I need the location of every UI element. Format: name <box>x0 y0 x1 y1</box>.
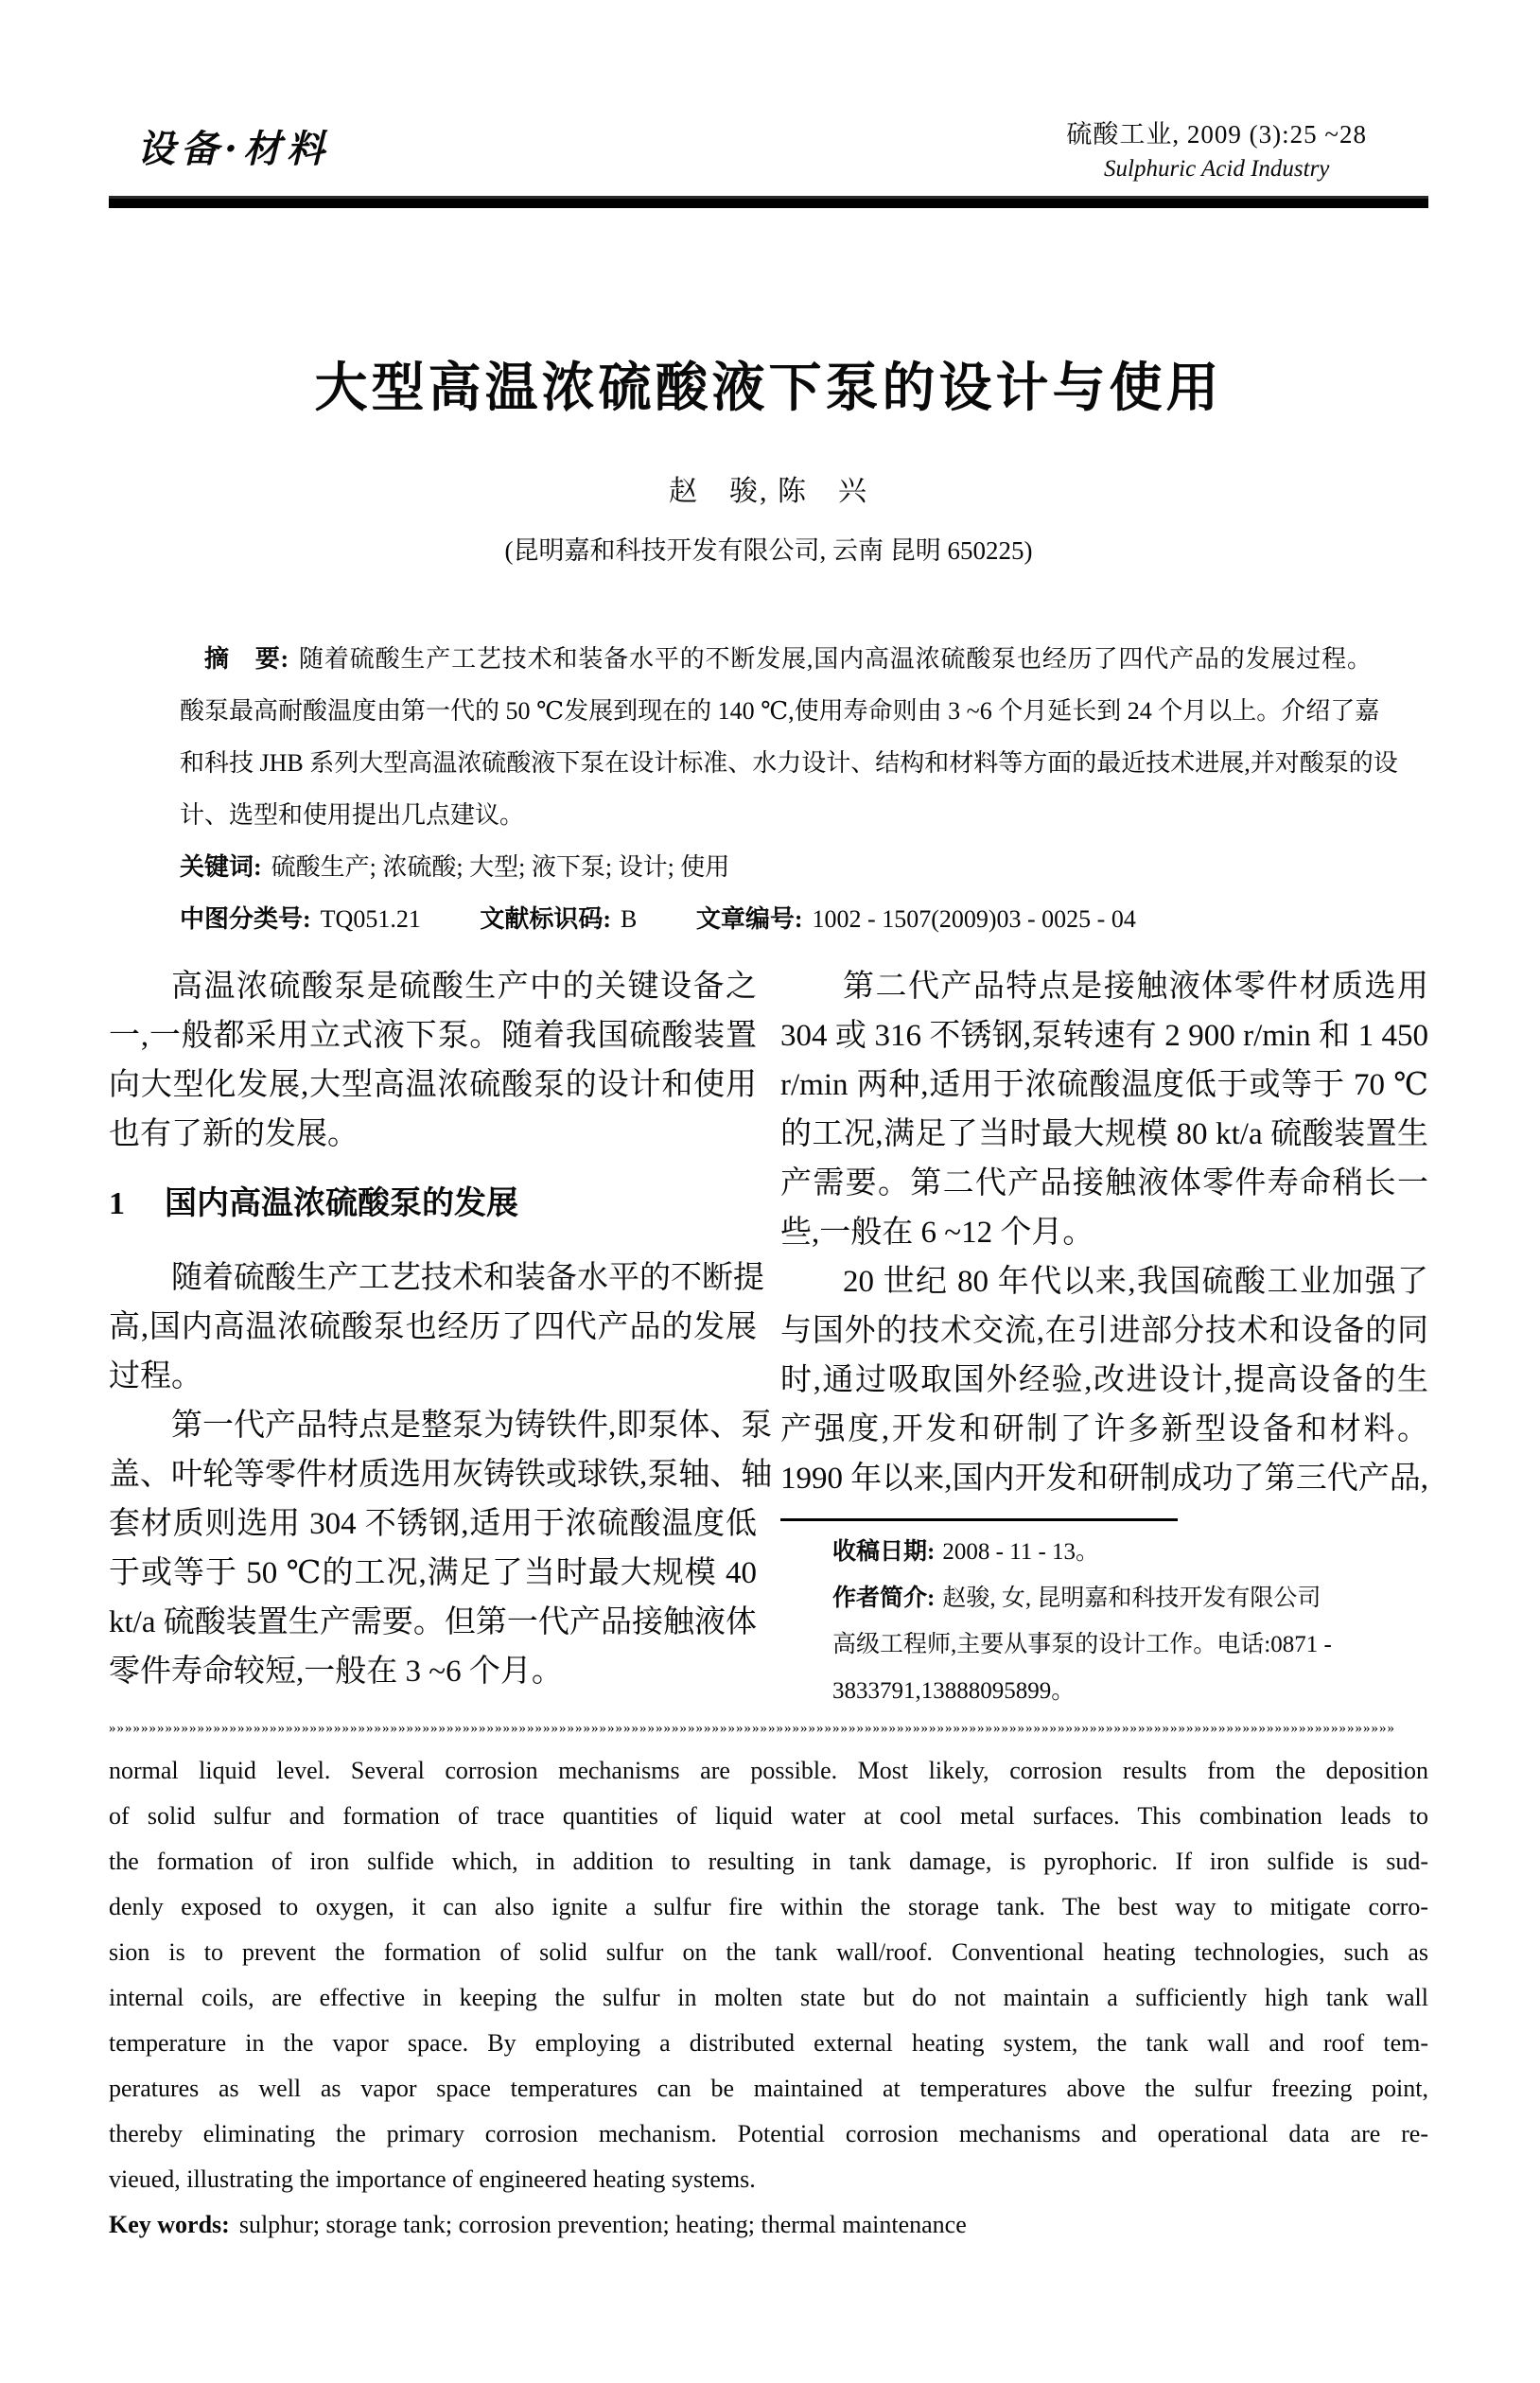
body-columns <box>109 962 1428 1714</box>
affiliation: (昆明嘉和科技开发有限公司, 云南 昆明 650225) <box>504 536 1033 565</box>
english-keywords-label: Key words: <box>109 2211 230 2238</box>
english-line: peratures as well as vapor space temperatures can be maintained at temperatures above the sulfur freezing point, <box>109 2075 1428 2102</box>
english-line: internal coils, are effective in keeping the sulfur in molten state but do not maintain a sufficiently high tank wall <box>109 1984 1428 2011</box>
english-line: thereby eliminating the primary corrosion mechanism. Potential corrosion mechanisms and operational data are re- <box>109 2120 1428 2147</box>
journal-name-english: Sulphuric Acid Industry <box>1104 156 1330 182</box>
keywords-text: 硫酸生产; 浓硫酸; 大型; 液下泵; 设计; 使用 <box>271 853 730 881</box>
abstract-line <box>180 633 1372 685</box>
journal-info <box>1066 114 1367 183</box>
body-line: 向大型化发展,大型高温浓硫酸泵的设计和使用 <box>109 1068 757 1102</box>
section-heading-text: 国内高温浓硫酸泵的发展 <box>165 1186 518 1221</box>
dotted-separator: »»»»»»»»»»»»»»»»»»»»»»»»»»»»»»»»»»»»»»»»»»»»»»»»»»»»»»»»»»»»»»»»»»»»»»»»»»»»»»»»»»»»»»»»»»»»»»»»»»»»»»»»»»»»»»»»»»»»»»»»»»»»»»»»»»»»»»»»»»»»»»»»»»»»»»»»»»»»»»»» <box>109 1721 1395 1736</box>
abstract-text: 随着硫酸生产工艺技术和装备水平的不断发展,国内高温浓硫酸泵也经历了四代产品的发展过程。 <box>298 645 1372 673</box>
clc-number: 中图分类号: TQ051.21 <box>180 905 421 933</box>
body-line: 套材质则选用 304 不锈钢,适用于浓硫酸温度低 <box>109 1507 757 1541</box>
body-line: 的工况,满足了当时最大规模 80 kt/a 硫酸装置生 <box>780 1117 1428 1151</box>
authors: 赵 骏, 陈 兴 <box>669 476 868 507</box>
received-date-label: 收稿日期: <box>832 1539 936 1565</box>
footnote-rule <box>780 1518 1178 1521</box>
author-bio-label: 作者简介: <box>832 1586 936 1611</box>
body-line: 与国外的技术交流,在引进部分技术和设备的同 <box>780 1314 1428 1348</box>
header-rule <box>109 196 1428 208</box>
keywords-line <box>180 841 1372 893</box>
body-line: 1990 年以来,国内开发和研制成功了第三代产品, <box>780 1462 1428 1496</box>
body-line: 盖、叶轮等零件材质选用灰铸铁或球铁,泵轴、轴 <box>109 1458 773 1492</box>
keywords-label: 关键词: <box>180 853 262 881</box>
english-line: temperature in the vapor space. By employing a distributed external heating system, the tank wall and roof tem- <box>109 2029 1428 2057</box>
english-line: sion is to prevent the formation of solid sulfur on the tank wall/roof. Conventional heating technologies, such as <box>109 1938 1428 1966</box>
abstract-block <box>180 633 1398 945</box>
abstract-label: 摘 要: <box>204 645 289 673</box>
author-bio-line: 高级工程师,主要从事泵的设计工作。电话:0871 - <box>832 1632 1332 1657</box>
english-line: normal liquid level. Several corrosion mechanisms are possible. Most likely, corrosion results from the deposition <box>109 1757 1428 1784</box>
body-line: 时,通过吸取国外经验,改进设计,提高设备的生 <box>780 1363 1428 1397</box>
english-line: denly exposed to oxygen, it can also ignite a sulfur fire within the storage tank. The best way to mitigate corro- <box>109 1893 1428 1920</box>
body-line: kt/a 硫酸装置生产需要。但第一代产品接触液体 <box>109 1605 757 1639</box>
received-date-line <box>832 1529 1428 1575</box>
body-line: 第一代产品特点是整泵为铸铁件,即泵体、泵 <box>171 1409 773 1443</box>
body-line: 产需要。第二代产品接触液体零件寿命稍长一 <box>780 1166 1428 1200</box>
author-bio-line: 3833791,13888095899。 <box>832 1678 1076 1704</box>
right-column <box>780 962 1428 1714</box>
author-bio-text: 赵骏, 女, 昆明嘉和科技开发有限公司 <box>942 1586 1321 1611</box>
abstract-line: 酸泵最高耐酸温度由第一代的 50 ℃发展到现在的 140 ℃,使用寿命则由 3 ~6 个月延长到 24 个月以上。介绍了嘉 <box>180 697 1380 725</box>
journal-citation: 硫酸工业, 2009 (3):25 ~28 <box>1066 120 1367 149</box>
body-line: 第二代产品特点是接触液体零件材质选用 <box>843 970 1428 1004</box>
article-title: 大型高温浓硫酸液下泵的设计与使用 <box>314 359 1223 418</box>
footnote-block <box>780 1529 1428 1714</box>
english-line: the formation of iron sulfide which, in addition to resulting in tank damage, is pyrophoric. If iron sulfide is sud- <box>109 1848 1428 1875</box>
english-keywords-text: sulphur; storage tank; corrosion prevention; heating; thermal maintenance <box>238 2211 967 2238</box>
section-heading <box>109 1180 757 1229</box>
body-line: 一,一般都采用立式液下泵。随着我国硫酸装置 <box>109 1019 757 1053</box>
english-abstract <box>109 1748 1428 2248</box>
section-label: 设备·材料 <box>137 127 330 171</box>
abstract-line: 计、选型和使用提出几点建议。 <box>180 801 525 829</box>
body-line: 产强度,开发和研制了许多新型设备和材料。 <box>780 1412 1428 1446</box>
body-line: 随着硫酸生产工艺技术和装备水平的不断提 <box>171 1261 764 1295</box>
abstract-line: 和科技 JHB 系列大型高温浓硫酸液下泵在设计标准、水力设计、结构和材料等方面的最近技术进展,并对酸泵的设 <box>180 749 1398 777</box>
english-keywords-line <box>109 2202 1428 2248</box>
left-column <box>109 962 773 1714</box>
body-line: r/min 两种,适用于浓硫酸温度低于或等于 70 ℃ <box>780 1068 1428 1102</box>
body-line: 过程。 <box>109 1359 202 1393</box>
body-line: 零件寿命较短,一般在 3 ~6 个月。 <box>109 1655 563 1689</box>
received-date: 2008 - 11 - 13。 <box>942 1539 1100 1565</box>
article-id: 文章编号: 1002 - 1507(2009)03 - 0025 - 04 <box>695 905 1136 933</box>
english-line: of solid sulfur and formation of trace quantities of liquid water at cool metal surfaces. This combination leads to <box>109 1802 1428 1830</box>
body-line: 20 世纪 80 年代以来,我国硫酸工业加强了 <box>843 1265 1428 1299</box>
clc-line <box>180 893 1372 945</box>
body-line: 也有了新的发展。 <box>109 1117 359 1151</box>
body-line: 304 或 316 不锈钢,泵转速有 2 900 r/min 和 1 450 <box>780 1019 1428 1053</box>
author-bio-line <box>832 1575 1428 1621</box>
body-line: 高,国内高温浓硫酸泵也经历了四代产品的发展 <box>109 1310 757 1344</box>
body-line: 于或等于 50 ℃的工况,满足了当时最大规模 40 <box>109 1556 757 1590</box>
body-line: 高温浓硫酸泵是硫酸生产中的关键设备之 <box>171 970 757 1004</box>
body-line: 些,一般在 6 ~12 个月。 <box>780 1216 1094 1250</box>
english-line: vieued, illustrating the importance of engineered heating systems. <box>109 2165 756 2193</box>
document-code: 文献标识码: B <box>480 905 638 933</box>
masthead <box>109 114 1428 183</box>
section-number: 1 <box>109 1186 125 1221</box>
